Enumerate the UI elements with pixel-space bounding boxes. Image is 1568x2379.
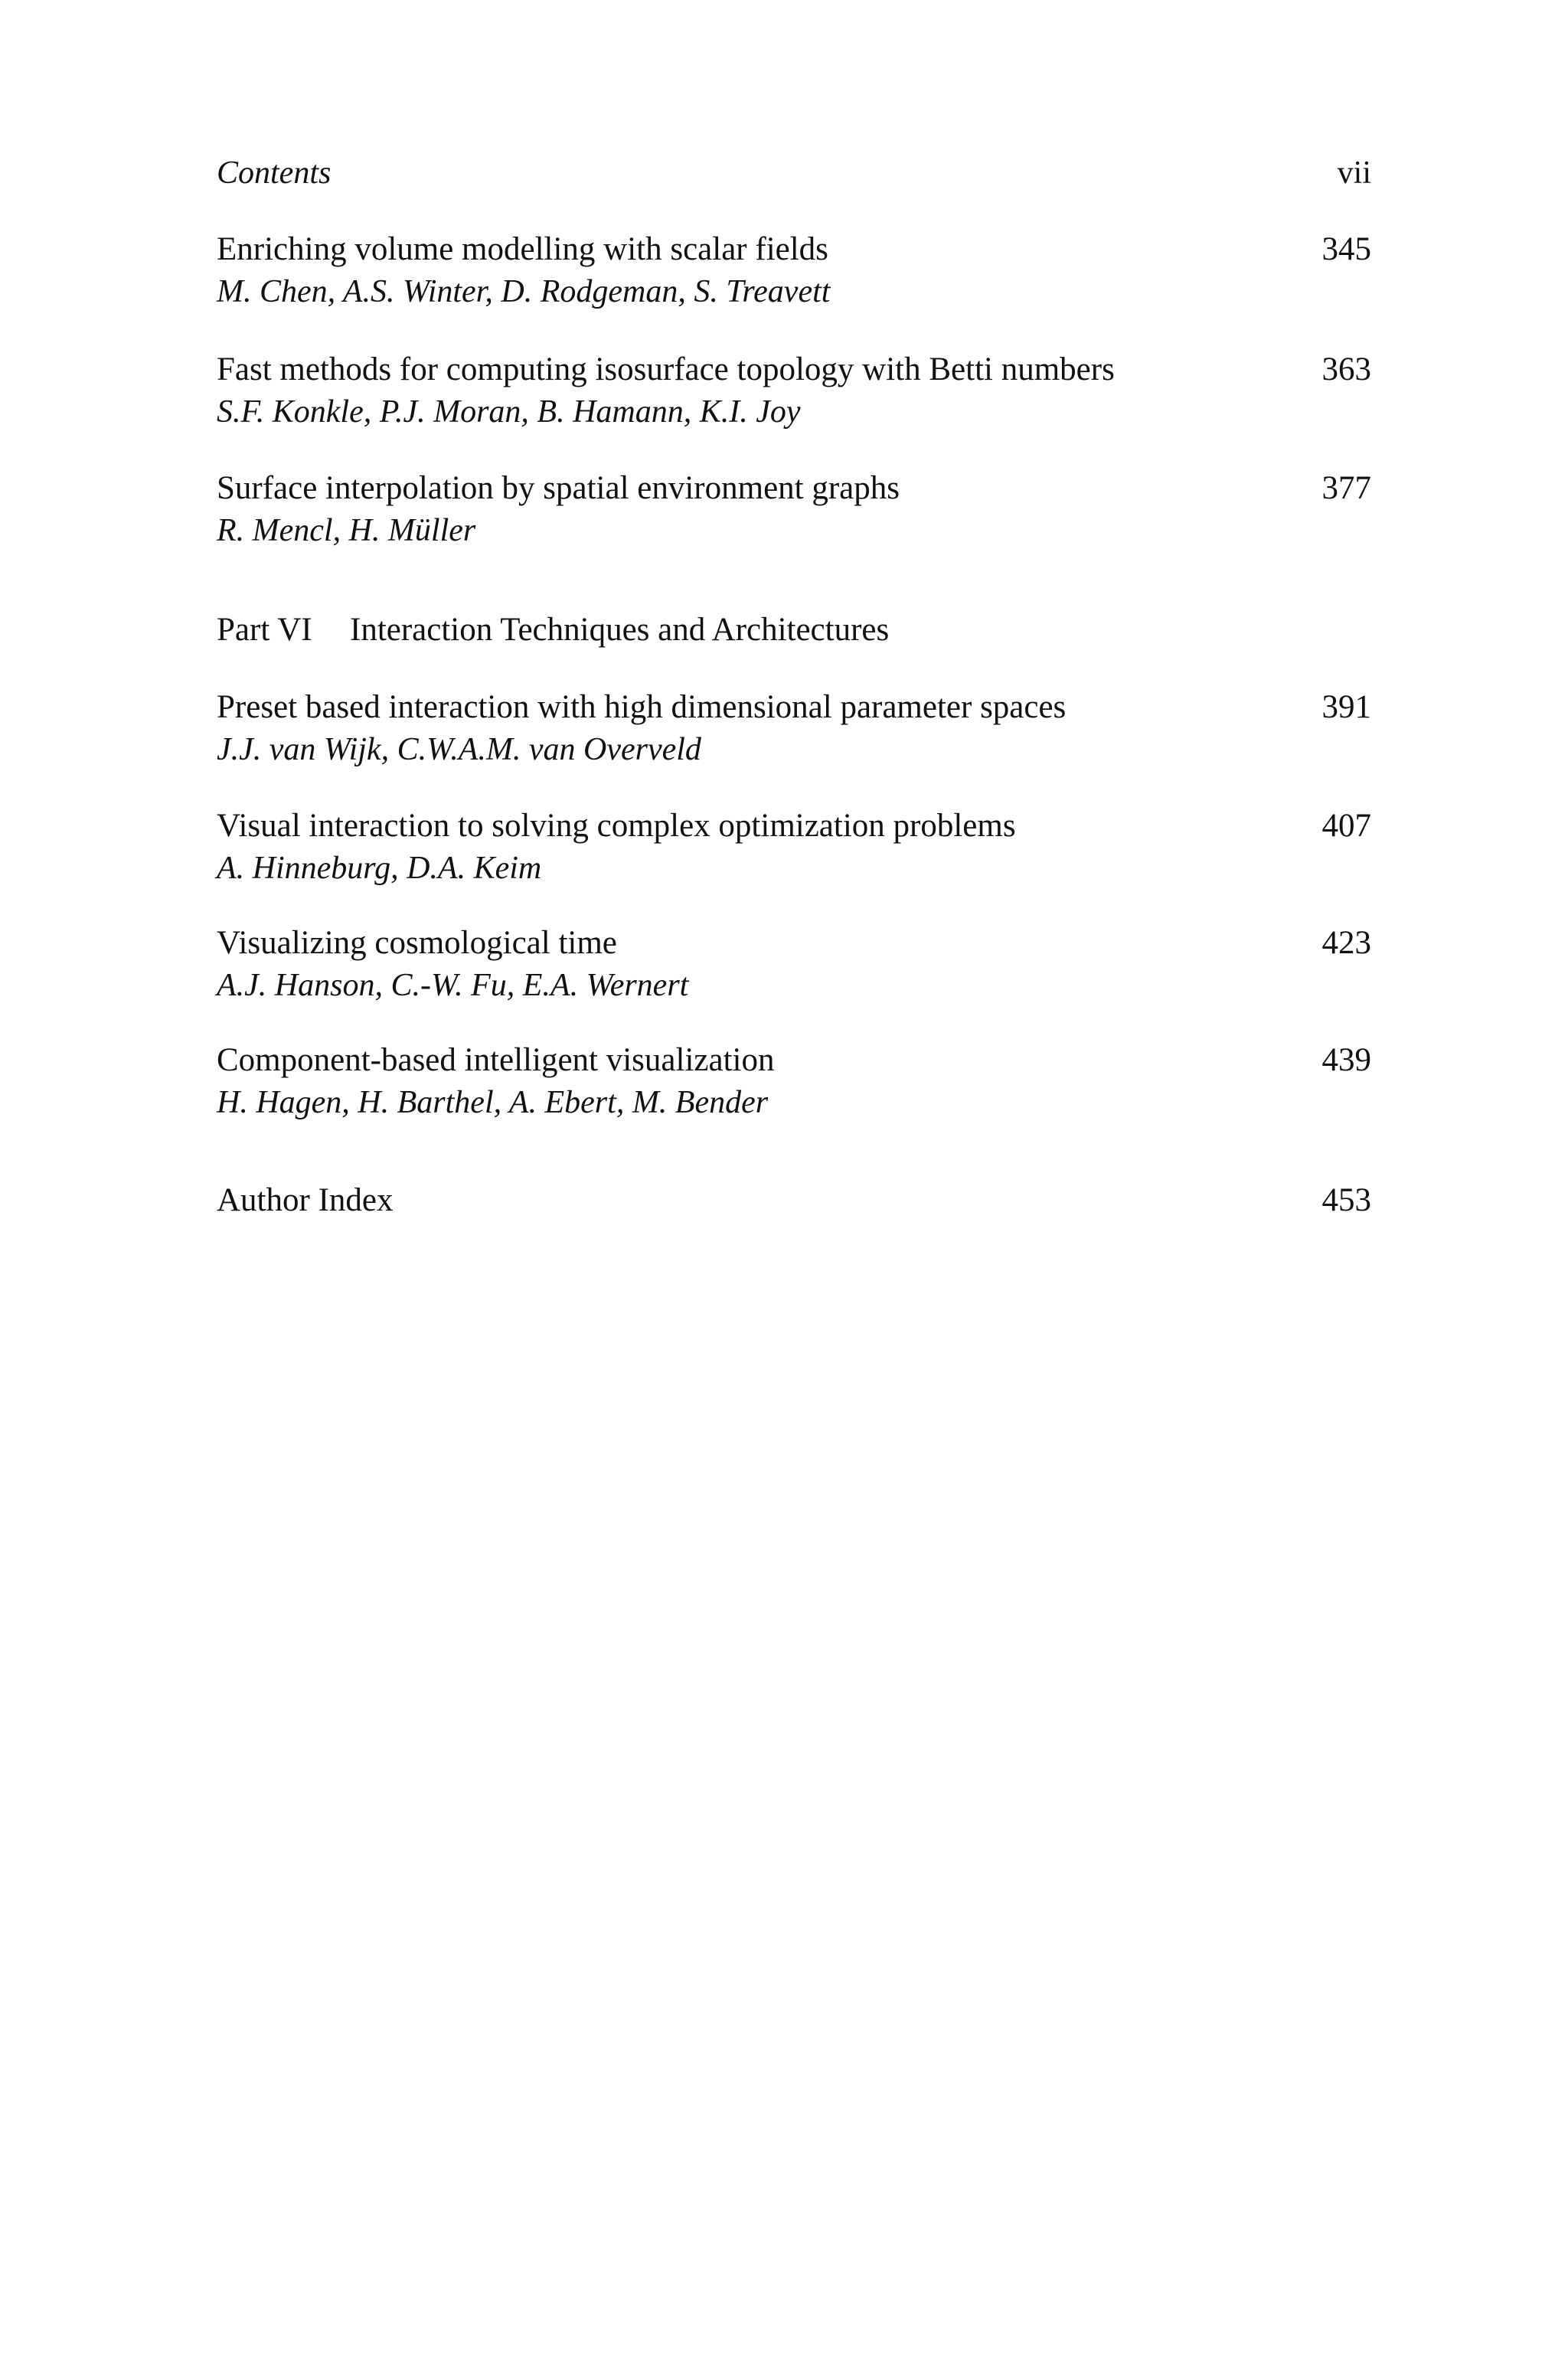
toc-entry-title: Enriching volume modelling with scalar fields (217, 231, 828, 267)
toc-entry-title: Surface interpolation by spatial environment graphs (217, 470, 900, 506)
toc-entry-authors: H. Hagen, H. Barthel, A. Ebert, M. Bender (217, 1085, 769, 1120)
toc-entry-authors: J.J. van Wijk, C.W.A.M. van Overveld (217, 732, 701, 767)
part-title: Interaction Techniques and Architectures (350, 612, 890, 648)
toc-entry-authors: A.J. Hanson, C.-W. Fu, E.A. Wernert (217, 968, 689, 1003)
running-head-page-number: vii (1337, 155, 1371, 191)
toc-entry-page: 423 (1321, 925, 1371, 961)
toc-entry-page: 345 (1321, 231, 1371, 267)
running-head-title: Contents (217, 155, 332, 191)
toc-entry-title: Preset based interaction with high dimensional parameter spaces (217, 689, 1067, 725)
toc-entry (217, 228, 1371, 312)
toc-entry-page: 391 (1321, 689, 1371, 725)
toc-entry-page: 377 (1321, 470, 1371, 506)
toc-entry (217, 467, 1371, 551)
author-index-page: 453 (1321, 1182, 1371, 1218)
toc-entry (217, 1039, 1371, 1123)
toc-entry-title: Visual interaction to solving complex optimization problems (217, 808, 1016, 844)
toc-entry-title: Component-based intelligent visualization (217, 1042, 775, 1078)
toc-entry-title: Fast methods for computing isosurface topology with Betti numbers (217, 351, 1115, 387)
toc-entry (217, 348, 1371, 433)
toc-entry (217, 686, 1371, 770)
part-heading (217, 607, 1371, 653)
toc-entry-page: 363 (1321, 351, 1371, 387)
toc-entry (217, 805, 1371, 889)
toc-entry-authors: A. Hinneburg, D.A. Keim (217, 851, 542, 886)
part-label: Part VI (217, 612, 312, 648)
toc-entry-title: Visualizing cosmological time (217, 925, 617, 961)
toc-entry-authors: R. Mencl, H. Müller (217, 513, 476, 548)
running-head (217, 150, 1371, 196)
author-index-entry (217, 1179, 1371, 1222)
toc-entry-page: 439 (1321, 1042, 1371, 1078)
toc-entry-authors: M. Chen, A.S. Winter, D. Rodgeman, S. Treavett (217, 274, 831, 309)
toc-entry (217, 922, 1371, 1006)
author-index-title: Author Index (217, 1182, 394, 1218)
toc-entry-authors: S.F. Konkle, P.J. Moran, B. Hamann, K.I. Joy (217, 394, 801, 430)
toc-entry-page: 407 (1321, 808, 1371, 844)
